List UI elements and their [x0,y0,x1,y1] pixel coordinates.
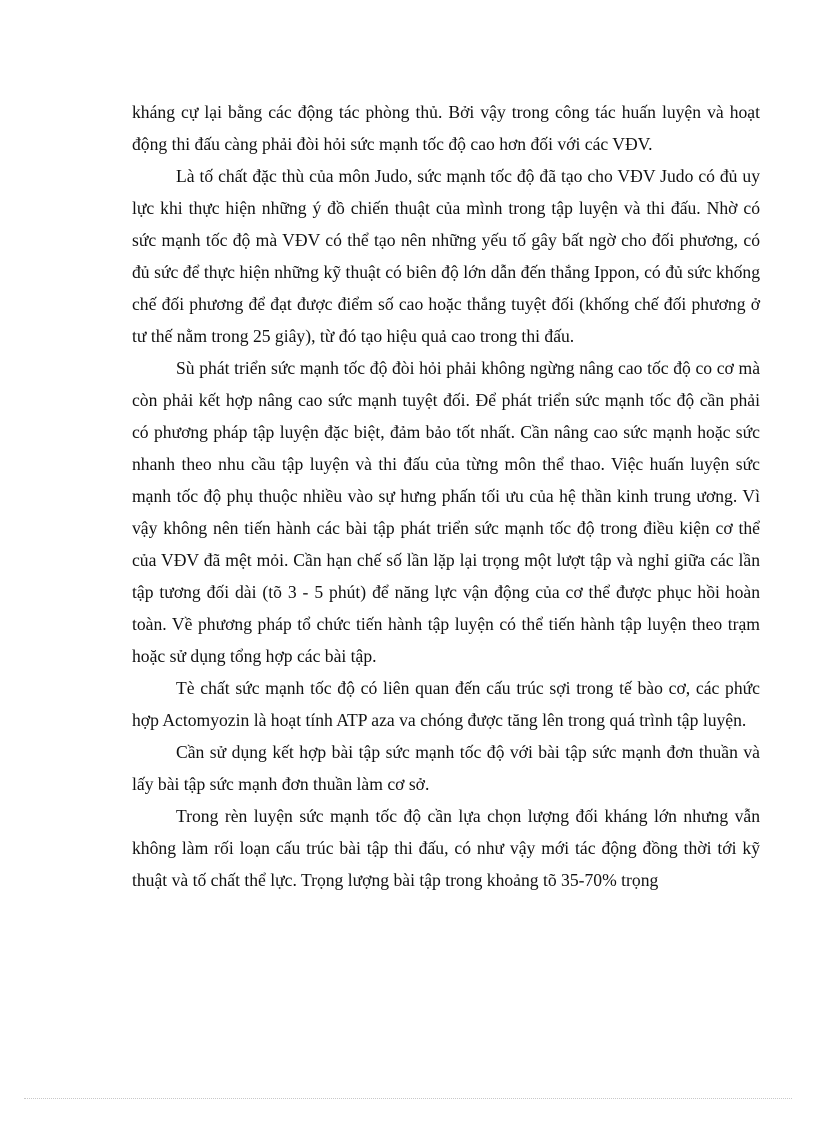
paragraph-judo-speed-strength: Là tố chất đặc thù của môn Judo, sức mạnh tốc độ đã tạo cho VĐV Judo có đủ uy lực khi thực hiện những ý đồ chiến thuật của mình trong tập luyện và thi đấu. Nhờ có sức mạnh tốc độ mà VĐV có thể tạo nên những yếu tố gây bất ngờ cho đối phương, có đủ sức để thực hiện những kỹ thuật có biên độ lớn dẫn đến thắng Ippon, có đủ sức khống chế đối phương để đạt được điểm số cao hoặc thắng tuyệt đối (khống chế đối phương ở tư thế nằm trong 25 giây), từ đó tạo hiệu quả cao trong thi đấu. [132,166,760,346]
footer-dotted-rule [24,1098,792,1099]
paragraph-continuation: kháng cự lại bằng các động tác phòng thủ. Bởi vậy trong công tác huấn luyện và hoạt động thi đấu càng phải đòi hỏi sức mạnh tốc độ cao hơn đối với các VĐV. [132,102,760,154]
paragraph-muscle-structure: Tè chất sức mạnh tốc độ có liên quan đến cấu trúc sợi trong tế bào cơ, các phức hợp Actomyozin là hoạt tính ATP aza va chóng được tăng lên trong quá trình tập luyện. [132,678,760,730]
paragraph-combined-exercises: Cần sử dụng kết hợp bài tập sức mạnh tốc độ với bài tập sức mạnh đơn thuần và lấy bài tập sức mạnh đơn thuần làm cơ sở. [132,742,760,794]
body-text [132,96,760,896]
paragraph-development-method: Sù phát triển sức mạnh tốc độ đòi hỏi phải không ngừng nâng cao tốc độ co cơ mà còn phải kết hợp nâng cao sức mạnh tuyệt đối. Để phát triển sức mạnh tốc độ cần phải có phương pháp tập luyện đặc biệt, đảm bảo tốt nhất. Cần nâng cao sức mạnh hoặc sức nhanh theo nhu cầu tập luyện và thi đấu của từng môn thể thao. Việc huấn luyện sức mạnh tốc độ phụ thuộc nhiều vào sự hưng phấn tối ưu của hệ thần kinh trung ương. Vì vậy không nên tiến hành các bài tập phát triển sức mạnh tốc độ trong điều kiện cơ thể của VĐV đã mệt mỏi. Cần hạn chế số lần lặp lại trọng một lượt tập và nghỉ giữa các lần tập tương đối dài (tõ 3 - 5 phút) để năng lực vận động của cơ thể được phục hồi hoàn toàn. Về phương pháp tổ chức tiến hành tập luyện có thể tiến hành tập luyện theo trạm hoặc sử dụng tổng hợp các bài tập. [132,358,760,666]
paragraph-training-load: Trong rèn luyện sức mạnh tốc độ cần lựa chọn lượng đối kháng lớn nhưng vẫn không làm rối loạn cấu trúc bài tập thi đấu, có như vậy mới tác động đồng thời tới kỹ thuật và tố chất thể lực. Trọng lượng bài tập trong khoảng tõ 35-70% trọng [132,806,760,890]
